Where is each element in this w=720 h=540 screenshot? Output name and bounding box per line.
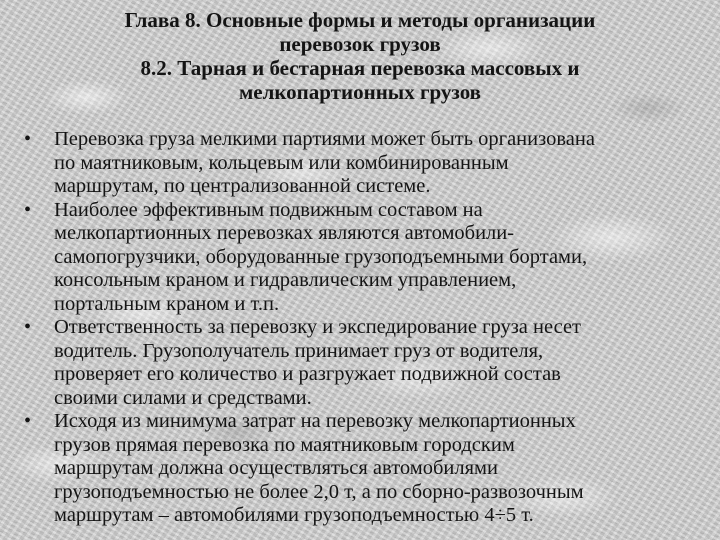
bullet-marker: • xyxy=(24,410,32,432)
bullet-item xyxy=(22,410,712,528)
bullet-text-line: по маятниковым, кольцевым или комбинированным xyxy=(54,151,509,174)
bullet-item xyxy=(22,128,712,199)
bullet-text-line: Перевозка груза мелкими партиями может быть организована xyxy=(54,128,595,150)
bullet-text-line: грузоподъемностью не более 2,0 т, а по сборно-развозочным xyxy=(54,480,584,503)
bullet-text-line: своими силами и средствами. xyxy=(54,386,312,409)
bullet-item xyxy=(22,199,712,317)
title-line: 8.2. Тарная и бестарная перевозка массовых и xyxy=(140,56,580,80)
bullet-list xyxy=(22,128,712,528)
bullet-text-line: маршрутам – автомобилями грузоподъемностью 4÷5 т. xyxy=(54,504,534,526)
bullet-text-line: портальным краном и т.п. xyxy=(54,292,280,315)
bullet-text-line: маршрутам должна осуществляться автомобилями xyxy=(54,457,498,479)
bullet-marker: • xyxy=(24,198,32,221)
bullet-marker: • xyxy=(24,316,32,338)
bullet-text-line: маршрутам, по централизованной системе. xyxy=(54,175,431,197)
bullet-marker: • xyxy=(24,128,32,150)
bullet-text-line: Наиболее эффективным подвижным составом на xyxy=(54,198,483,221)
bullet-text-line: Ответственность за перевозку и экспедирование груза несет xyxy=(54,316,582,338)
bullet-text-line: консольным краном и гидравлическим управлением, xyxy=(54,269,517,291)
bullet-text-line: водитель. Грузополучатель принимает груз от водителя, xyxy=(54,339,544,362)
bullet-text-line: Исходя из минимума затрат на перевозку мелкопартионных xyxy=(54,410,576,432)
bullet-item xyxy=(22,316,712,410)
bullet-text-line: проверяет его количество и разгружает подвижной состав xyxy=(54,363,561,385)
title-line: перевозок грузов xyxy=(279,32,441,56)
bullet-text-line: самопогрузчики, оборудованные грузоподъемными бортами, xyxy=(54,245,588,268)
slide-title xyxy=(60,8,660,104)
bullet-text-line: мелкопартионных перевозках являются автомобили- xyxy=(54,222,515,244)
bullet-text-line: грузов прямая перевозка по маятниковым городским xyxy=(54,433,515,456)
title-line: мелкопартионных грузов xyxy=(238,80,482,104)
title-line: Глава 8. Основные формы и методы организации xyxy=(124,8,596,32)
